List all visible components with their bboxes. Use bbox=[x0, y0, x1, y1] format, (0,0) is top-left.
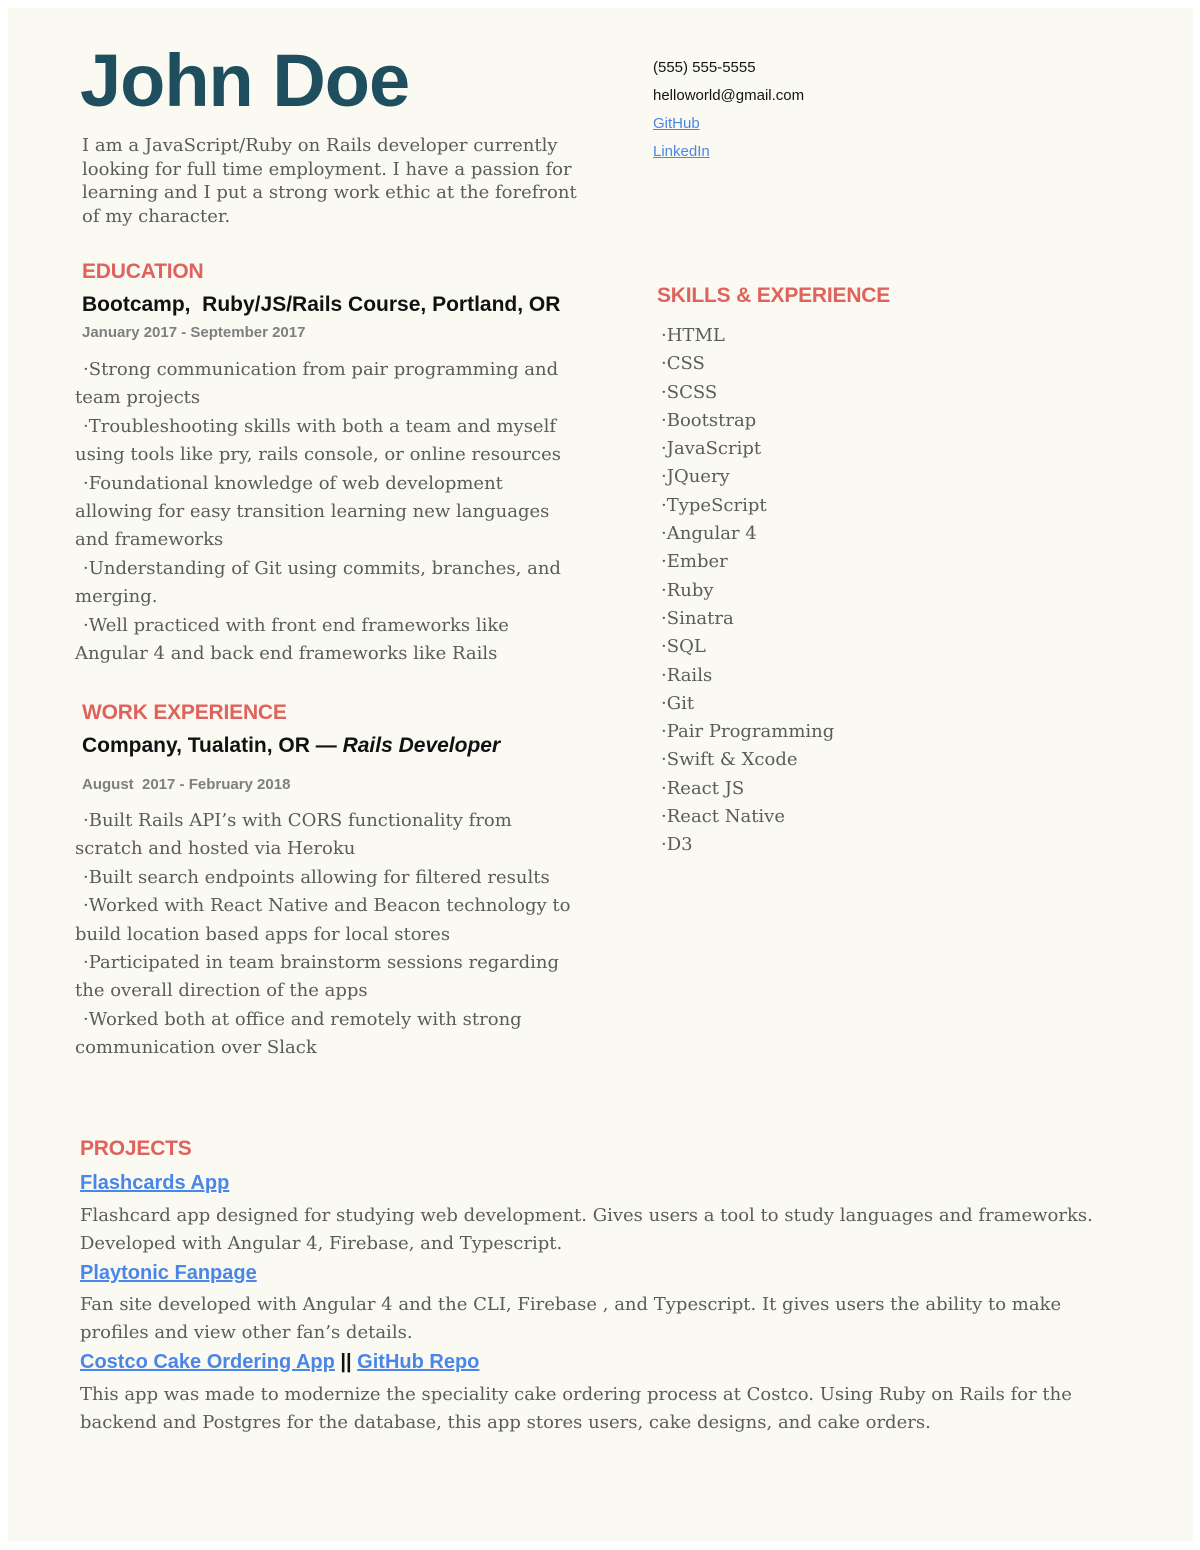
work-experience-heading: WORK EXPERIENCE bbox=[82, 701, 287, 724]
education-bullet: · Strong communication from pair programming and team projects bbox=[75, 356, 583, 413]
work-company: Company, Tualatin, OR — bbox=[82, 734, 343, 757]
skill-item: · D3 bbox=[661, 831, 834, 859]
project-link-flashcards-app[interactable]: Flashcards App bbox=[80, 1172, 230, 1194]
project-description-playtonic: Fan site developed with Angular 4 and the CLI, Firebase , and Typescript. It gives users the ability to make profiles and view other fan’s details. bbox=[80, 1294, 1062, 1343]
education-bullet: · Foundational knowledge of web development allowing for easy transition learning new languages and frameworks bbox=[75, 470, 583, 555]
contact-phone: (555) 555-5555 bbox=[653, 59, 756, 76]
intro-text: I am a JavaScript/Ruby on Rails developer currently looking for full time employment. I have a passion for learning and I put a strong work ethic at the forefront of my character. bbox=[82, 135, 577, 227]
work-dates: August 2017 - February 2018 bbox=[82, 776, 291, 793]
education-heading: EDUCATION bbox=[82, 260, 204, 283]
work-bullet: · Built search endpoints allowing for filtered results bbox=[75, 864, 583, 892]
skill-item: · Ember bbox=[661, 548, 834, 576]
project-link-github-repo[interactable]: GitHub Repo bbox=[357, 1351, 480, 1373]
skill-item: · HTML bbox=[661, 322, 834, 350]
skill-item: · SQL bbox=[661, 633, 834, 661]
skill-item: · Git bbox=[661, 690, 834, 718]
contact-block bbox=[653, 54, 804, 166]
education-bullet: · Troubleshooting skills with both a team and myself using tools like pry, rails console, or online resources bbox=[75, 413, 583, 470]
skills-heading: SKILLS & EXPERIENCE bbox=[657, 284, 891, 307]
skill-item: · Rails bbox=[661, 662, 834, 690]
project-link-costco-cake-app[interactable]: Costco Cake Ordering App bbox=[80, 1351, 335, 1373]
skill-item: · TypeScript bbox=[661, 492, 834, 520]
skill-item: · SCSS bbox=[661, 379, 834, 407]
education-bullet-list bbox=[75, 356, 583, 668]
skills-list bbox=[661, 322, 834, 860]
work-bullet: · Worked both at office and remotely with strong communication over Slack bbox=[75, 1006, 583, 1063]
linkedin-link[interactable]: LinkedIn bbox=[653, 143, 710, 160]
work-company-title bbox=[82, 733, 500, 758]
education-bullet: · Understanding of Git using commits, branches, and merging. bbox=[75, 555, 583, 612]
skill-item: · Bootstrap bbox=[661, 407, 834, 435]
education-school: Bootcamp, Ruby/JS/Rails Course, Portland, OR bbox=[82, 293, 561, 316]
work-bullet: · Worked with React Native and Beacon technology to build location based apps for local stores bbox=[75, 892, 583, 949]
project-description-flashcards: Flashcard app designed for studying web development. Gives users a tool to study languages and frameworks. Developed with Angular 4, Firebase, and Typescript. bbox=[80, 1205, 1093, 1254]
skill-item: · JQuery bbox=[661, 463, 834, 491]
skill-item: · Sinatra bbox=[661, 605, 834, 633]
work-bullet-list bbox=[75, 807, 583, 1063]
project-links-row-costco bbox=[80, 1350, 479, 1374]
projects-heading: PROJECTS bbox=[80, 1137, 192, 1160]
education-dates: January 2017 - September 2017 bbox=[82, 324, 306, 341]
skill-item: · Angular 4 bbox=[661, 520, 834, 548]
skill-item: · Ruby bbox=[661, 577, 834, 605]
project-link-separator: || bbox=[334, 1351, 358, 1373]
work-bullet: · Built Rails API’s with CORS functionality from scratch and hosted via Heroku bbox=[75, 807, 583, 864]
education-bullet: · Well practiced with front end frameworks like Angular 4 and back end frameworks like Rails bbox=[75, 612, 583, 669]
project-link-playtonic-fanpage[interactable]: Playtonic Fanpage bbox=[80, 1262, 257, 1284]
work-role: Rails Developer bbox=[342, 734, 501, 757]
work-bullet: · Participated in team brainstorm sessions regarding the overall direction of the apps bbox=[75, 949, 583, 1006]
skill-item: · JavaScript bbox=[661, 435, 834, 463]
skill-item: · React JS bbox=[661, 775, 834, 803]
skill-item: · CSS bbox=[661, 350, 834, 378]
name-title: John Doe bbox=[80, 39, 410, 122]
skill-item: · React Native bbox=[661, 803, 834, 831]
contact-email: helloworld@gmail.com bbox=[653, 87, 805, 104]
project-description-costco: This app was made to modernize the speciality cake ordering process at Costco. Using Ruby on Rails for the backend and Postgres for the database, this app stores users, cake designs, and cake orders. bbox=[80, 1384, 1072, 1433]
skill-item: · Swift & Xcode bbox=[661, 746, 834, 774]
skill-item: · Pair Programming bbox=[661, 718, 834, 746]
github-link[interactable]: GitHub bbox=[653, 115, 700, 132]
